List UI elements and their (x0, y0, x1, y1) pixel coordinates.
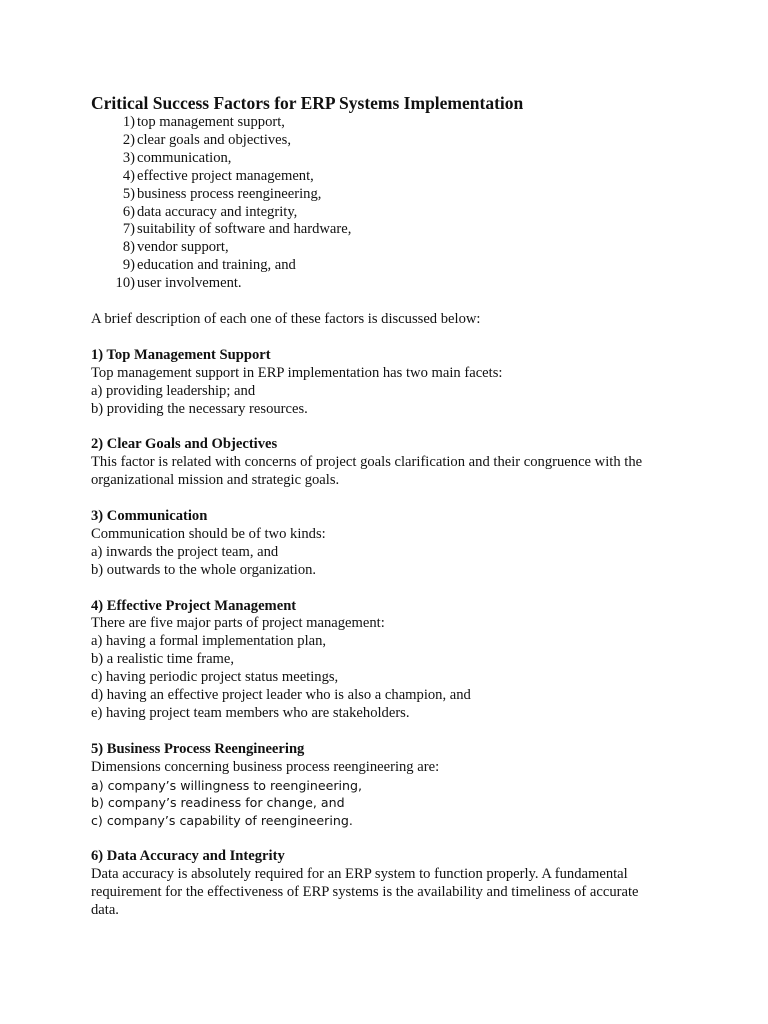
section-line: Top management support in ERP implementation has two main facets: (91, 364, 503, 381)
list-item-number: 10) (115, 275, 135, 292)
list-item-text: effective project management, (137, 167, 314, 184)
section-heading: 1) Top Management Support (91, 346, 271, 363)
list-item (91, 275, 731, 293)
list-item-text: business process reengineering, (137, 185, 322, 202)
section-line: There are five major parts of project management: (91, 615, 385, 632)
section-line: organizational mission and strategic goals. (91, 472, 340, 489)
section-line: Communication should be of two kinds: (91, 525, 326, 542)
section-heading: 3) Communication (91, 507, 208, 524)
document-title: Critical Success Factors for ERP Systems Implementation (91, 93, 524, 113)
list-item-number: 7) (122, 221, 135, 238)
section-line: requirement for the effectiveness of ERP systems is the availability and timeliness of accurate (91, 883, 639, 900)
list-item-text: user involvement. (137, 275, 242, 292)
list-item-number: 8) (122, 239, 135, 256)
list-item-number: 4) (122, 167, 135, 184)
section-line: b) providing the necessary resources. (91, 400, 308, 417)
section-clear-goals (91, 436, 731, 490)
section-line: a) company’s willingness to reengineering, (91, 777, 363, 793)
section-line: b) outwards to the whole organization. (91, 561, 317, 578)
section-heading: 4) Effective Project Management (91, 597, 297, 614)
list-item (91, 257, 731, 275)
section-line: b) a realistic time frame, (91, 651, 235, 668)
section-line: b) company’s readiness for change, and (91, 795, 345, 811)
section-line: a) inwards the project team, and (91, 543, 279, 560)
section-line: a) having a formal implementation plan, (91, 633, 327, 650)
section-line: data. (91, 901, 119, 918)
list-item-text: vendor support, (137, 239, 229, 256)
section-data-accuracy (91, 848, 731, 920)
list-item-text: suitability of software and hardware, (137, 221, 352, 238)
list-item (91, 186, 731, 204)
section-line: c) having periodic project status meetings, (91, 669, 339, 686)
section-top-management-support (91, 347, 731, 419)
list-item-text: data accuracy and integrity, (137, 203, 298, 220)
list-item-number: 2) (122, 131, 135, 148)
list-item (91, 168, 731, 186)
section-communication (91, 508, 731, 580)
intro-paragraph: A brief description of each one of these factors is discussed below: (91, 311, 481, 328)
section-line: Dimensions concerning business process reengineering are: (91, 758, 440, 775)
section-line: e) having project team members who are stakeholders. (91, 704, 410, 721)
list-item-number: 9) (122, 257, 135, 274)
list-item-text: communication, (137, 149, 232, 166)
list-item-number: 5) (122, 185, 135, 202)
list-item (91, 150, 731, 168)
section-line: This factor is related with concerns of project goals clarification and their congruence with the (91, 454, 643, 471)
list-item-number: 6) (122, 203, 135, 220)
section-heading: 5) Business Process Reengineering (91, 740, 305, 757)
section-bpr (91, 741, 731, 831)
list-item (91, 132, 731, 150)
section-project-management (91, 598, 731, 723)
list-item-number: 1) (122, 114, 135, 130)
list-item (91, 204, 731, 222)
document-content (91, 93, 731, 920)
section-line: a) providing leadership; and (91, 382, 256, 399)
list-item (91, 221, 731, 239)
list-item-text: education and training, and (137, 257, 296, 274)
section-line: d) having an effective project leader who is also a champion, and (91, 687, 471, 704)
list-item-number: 3) (122, 149, 135, 166)
section-heading: 6) Data Accuracy and Integrity (91, 848, 285, 865)
list-item-text: top management support, (137, 114, 285, 130)
list-item (91, 114, 731, 132)
section-line: Data accuracy is absolutely required for an ERP system to function properly. A fundamental (91, 866, 628, 883)
list-item (91, 239, 731, 257)
factor-list (91, 114, 731, 293)
section-heading: 2) Clear Goals and Objectives (91, 436, 278, 453)
list-item-text: clear goals and objectives, (137, 131, 291, 148)
section-line: c) company’s capability of reengineering. (91, 813, 353, 829)
